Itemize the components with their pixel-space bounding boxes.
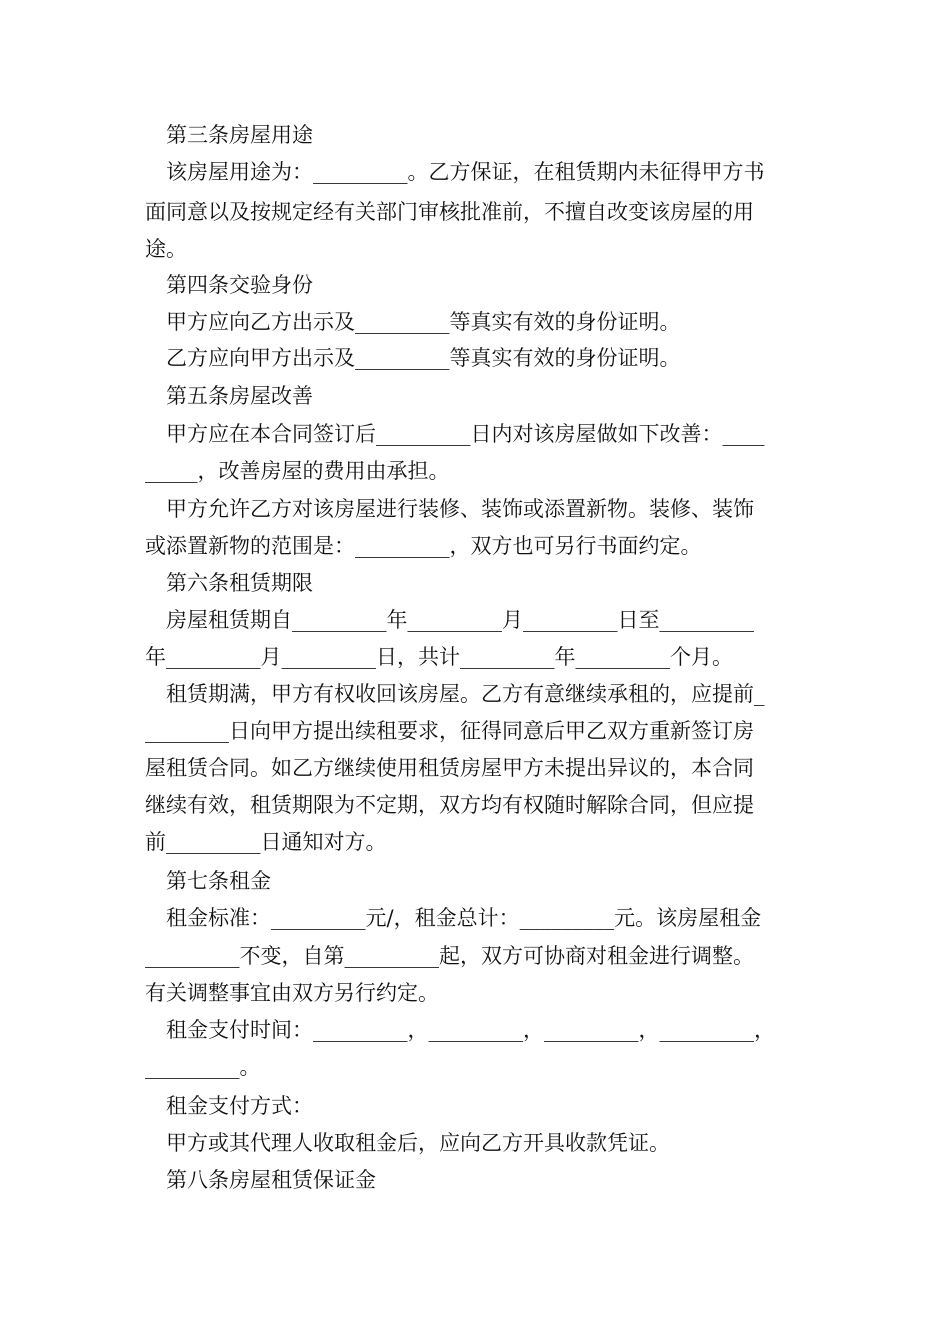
paragraph-line: 租金支付时间：_________，_________，_________，_________， (145, 1018, 775, 1042)
paragraph-line: _________。 (145, 1055, 261, 1079)
paragraph-line: _____，改善房屋的费用由承担。 (145, 459, 450, 483)
heading-article-3: 第三条房屋用途 (145, 123, 313, 147)
paragraph-line: 甲方应在本合同签订后_________日内对该房屋做如下改善：____ (145, 422, 765, 446)
paragraph-line: 途。 (145, 237, 187, 261)
paragraph-line: 有关调整事宜由双方另行约定。 (145, 981, 439, 1005)
paragraph-line: 前_________日通知对方。 (145, 830, 387, 854)
paragraph-line: _________不变，自第_________起，双方可协商对租金进行调整。 (145, 944, 754, 968)
paragraph-line: 屋租赁合同。如乙方继续使用租赁房屋甲方未提出异议的，本合同 (145, 756, 754, 780)
paragraph-line: 租金标准：_________元/，租金总计：_________元。该房屋租金 (145, 906, 762, 930)
heading-article-5: 第五条房屋改善 (145, 384, 313, 408)
paragraph-line: 面同意以及按规定经有关部门审核批准前，不擅自改变该房屋的用 (145, 200, 754, 224)
paragraph-line: 租赁期满，甲方有权收回该房屋。乙方有意继续承租的，应提前_ (145, 682, 765, 706)
heading-article-8: 第八条房屋租赁保证金 (145, 1168, 376, 1192)
paragraph-line: 年_________月_________日，共计_________年_________个月。 (145, 645, 733, 669)
heading-article-6: 第六条租赁期限 (145, 571, 313, 595)
paragraph-line: 甲方或其代理人收取租金后，应向乙方开具收款凭证。 (145, 1131, 670, 1155)
paragraph-line: 该房屋用途为：_________。乙方保证，在租赁期内未征得甲方书 (145, 160, 765, 184)
paragraph-line: 租金支付方式： (145, 1094, 313, 1118)
paragraph-line: 房屋租赁期自_________年_________月_________日至_________ (145, 608, 754, 632)
paragraph-line: ________日向甲方提出续租要求，征得同意后甲乙双方重新签订房 (145, 719, 754, 743)
heading-article-4: 第四条交验身份 (145, 273, 313, 297)
paragraph-line: 或添置新物的范围是：_________，双方也可另行书面约定。 (145, 534, 702, 558)
heading-article-7: 第七条租金 (145, 869, 271, 893)
paragraph-line: 乙方应向甲方出示及_________等真实有效的身份证明。 (145, 346, 681, 370)
paragraph-line: 继续有效，租赁期限为不定期，双方均有权随时解除合同，但应提 (145, 793, 754, 817)
paragraph-line: 甲方应向乙方出示及_________等真实有效的身份证明。 (145, 310, 681, 334)
paragraph-line: 甲方允许乙方对该房屋进行装修、装饰或添置新物。装修、装饰 (145, 497, 754, 521)
